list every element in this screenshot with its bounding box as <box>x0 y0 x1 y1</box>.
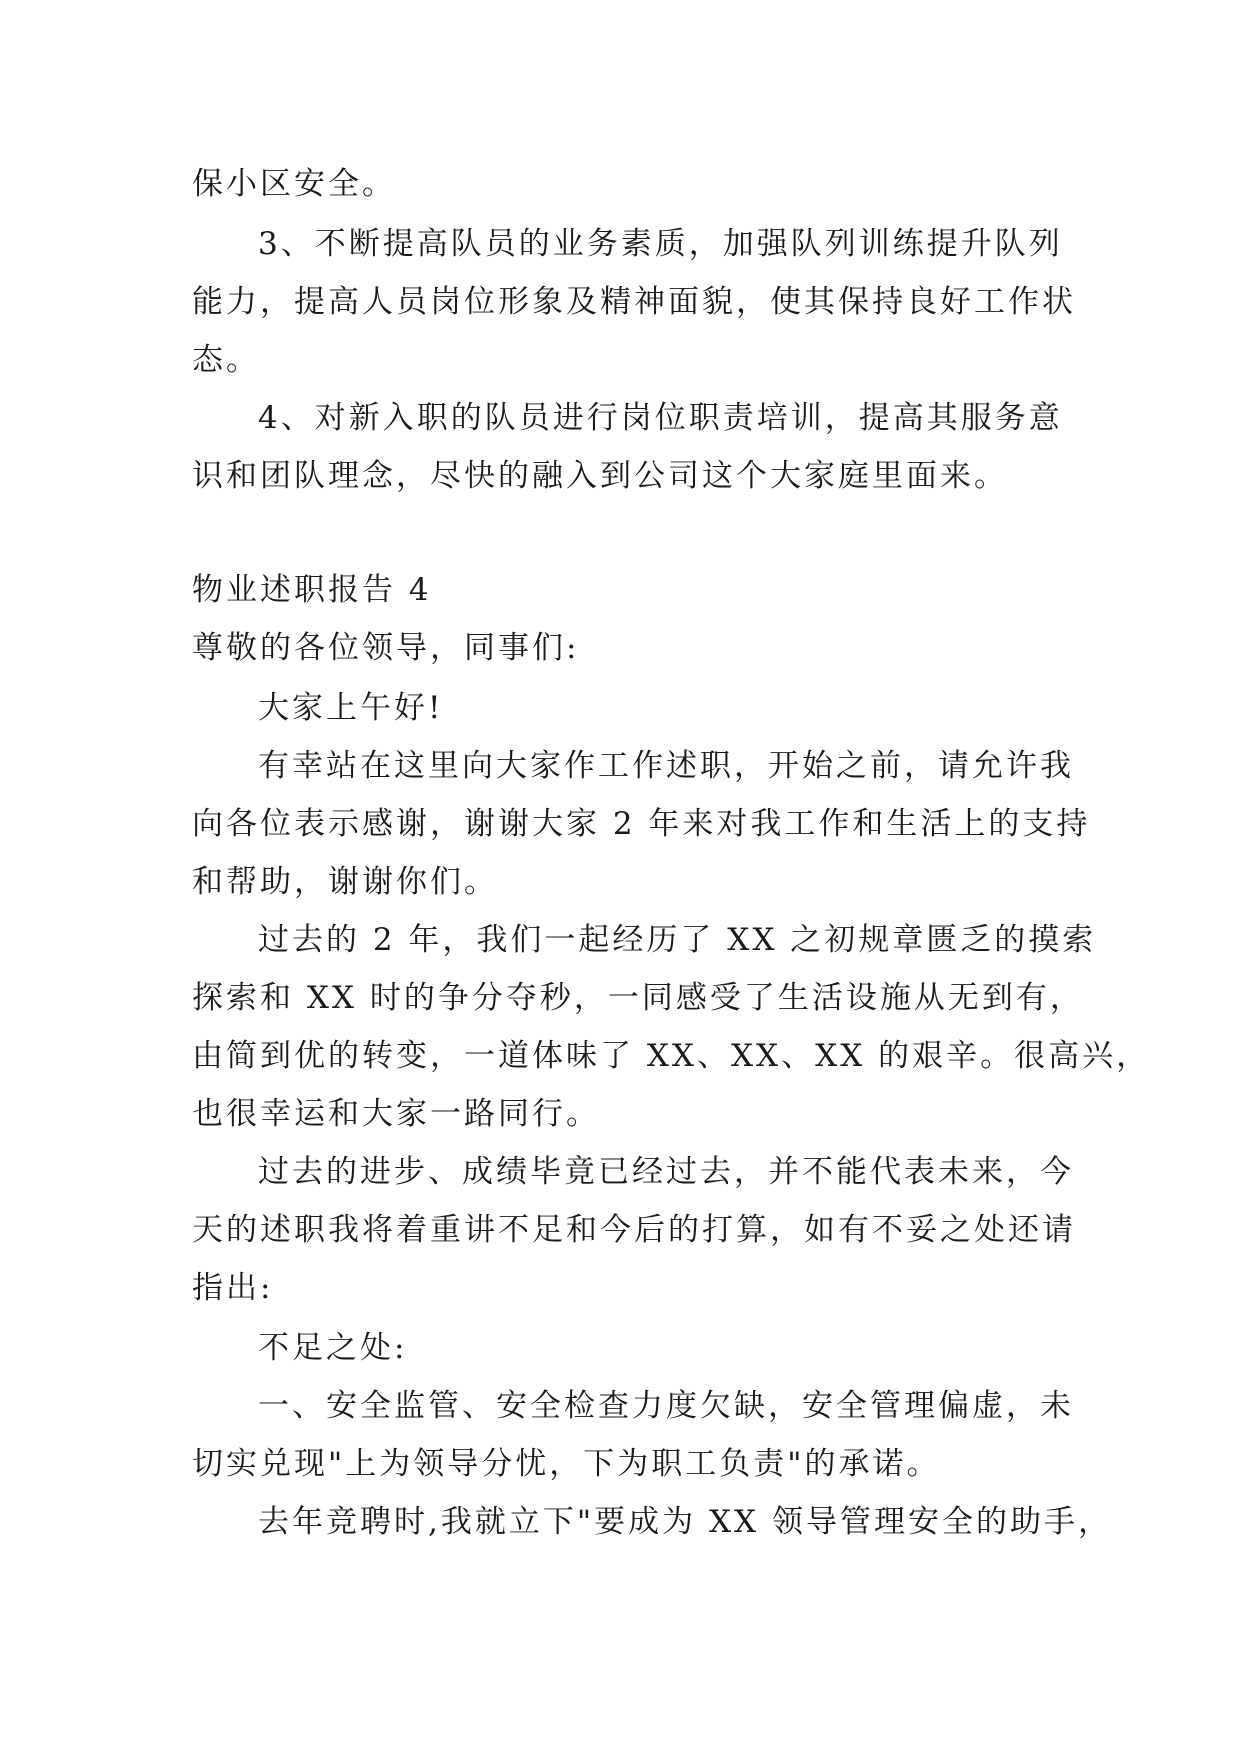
paragraph-line: 不足之处: <box>258 1330 408 1366</box>
paragraph-line: 天的述职我将着重讲不足和今后的打算，如有不妥之处还请 <box>192 1212 1076 1248</box>
paragraph-line: 探索和 XX 时的争分夺秒，一同感受了生活设施从无到有， <box>192 980 1084 1016</box>
paragraph-line: 3、不断提高队员的业务素质，加强队列训练提升队列 <box>258 226 1063 262</box>
paragraph-line: 能力，提高人员岗位形象及精神面貌，使其保持良好工作状 <box>192 284 1076 320</box>
paragraph-line: 保小区安全。 <box>192 166 396 202</box>
paragraph-line: 过去的 2 年，我们一起经历了 XX 之初规章匮乏的摸索 <box>258 922 1097 958</box>
paragraph-line: 过去的进步、成绩毕竟已经过去，并不能代表未来，今 <box>258 1154 1074 1190</box>
paragraph-line: 也很幸运和大家一路同行。 <box>192 1096 600 1132</box>
salutation: 尊敬的各位领导，同事们: <box>192 630 580 666</box>
paragraph-line: 去年竞聘时,我就立下"要成为 XX 领导管理安全的助手， <box>258 1504 1112 1540</box>
section-heading: 物业述职报告 4 <box>192 572 432 608</box>
paragraph-line: 一、安全监管、安全检查力度欠缺，安全管理偏虚，未 <box>258 1388 1074 1424</box>
paragraph-line: 4、对新入职的队员进行岗位职责培训，提高其服务意 <box>258 400 1063 436</box>
paragraph-line: 有幸站在这里向大家作工作述职，开始之前，请允许我 <box>258 748 1074 784</box>
paragraph-line: 和帮助，谢谢你们。 <box>192 864 498 900</box>
paragraph-line: 向各位表示感谢，谢谢大家 2 年来对我工作和生活上的支持 <box>192 806 1091 842</box>
paragraph-line: 指出: <box>192 1270 274 1306</box>
paragraph-line: 由简到优的转变，一道体味了 XX、XX、XX 的艰辛。很高兴， <box>192 1038 1151 1074</box>
paragraph-line: 识和团队理念，尽快的融入到公司这个大家庭里面来。 <box>192 458 1008 494</box>
paragraph-line: 大家上午好! <box>258 690 444 726</box>
paragraph-line: 态。 <box>192 342 260 378</box>
paragraph-line: 切实兑现"上为领导分忧，下为职工负责"的承诺。 <box>192 1446 941 1482</box>
